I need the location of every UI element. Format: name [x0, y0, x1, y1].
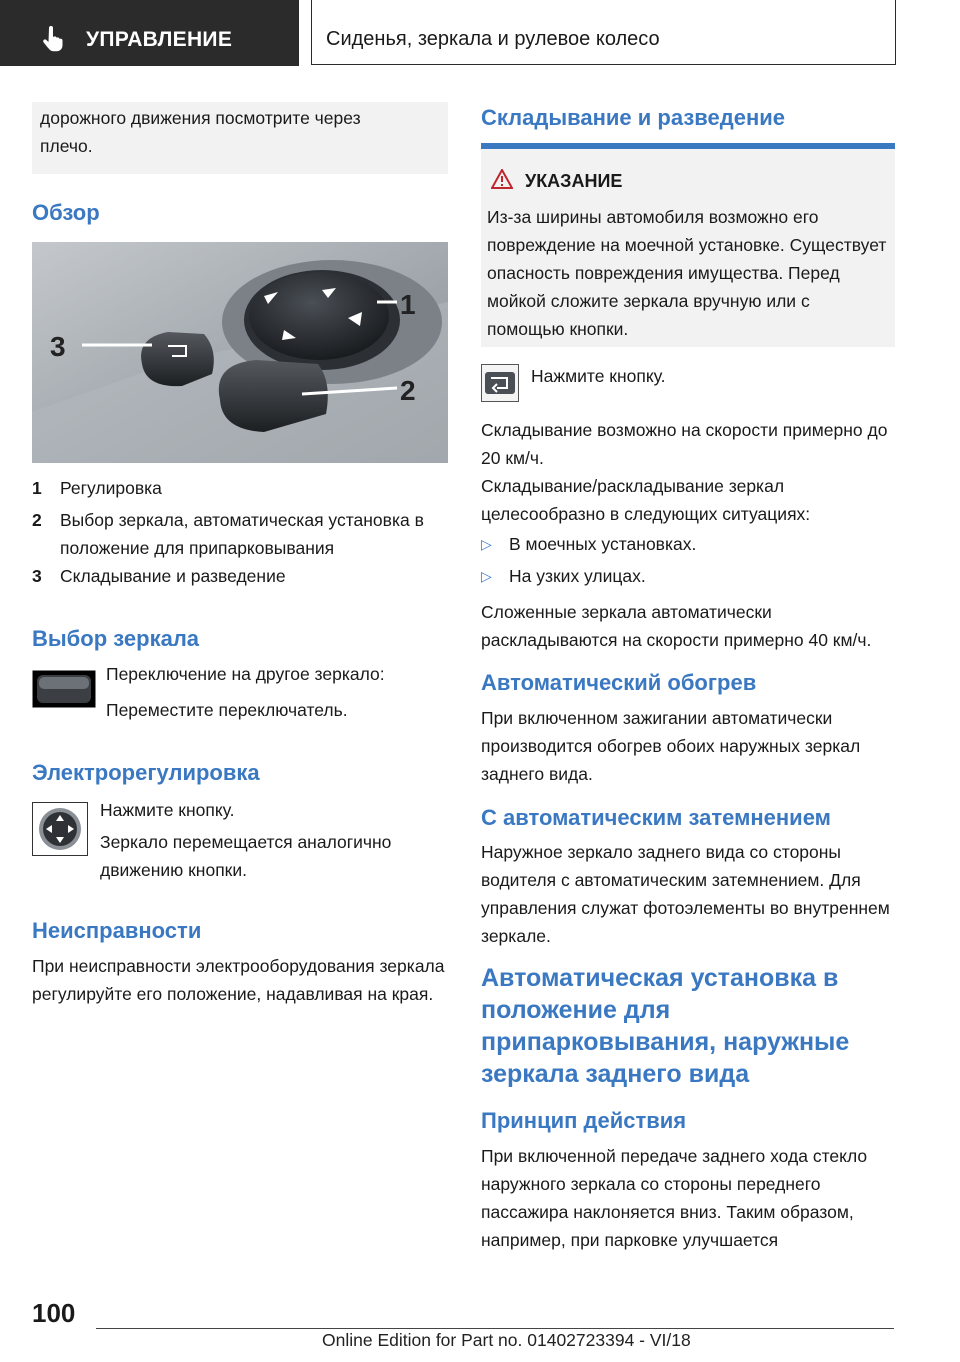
footer-divider — [96, 1328, 894, 1329]
heat-text: При включенном зажигании автоматически производится обогрев обоих наружных зеркал заднего вида. — [481, 708, 861, 784]
bullet-triangle-icon: ▷ — [481, 568, 492, 584]
dim-heading: С автоматическим затемнением — [481, 805, 831, 830]
electro-text-2: Зеркало перемещается аналогично движению кнопки. — [100, 832, 392, 880]
section-title: УПРАВЛЕНИЕ — [86, 28, 233, 51]
park-heading: Автоматическая установка в положение для припарковывания, наружные зеркала заднего вида — [481, 964, 850, 1088]
fold-heading: Складывание и разведение — [481, 105, 785, 130]
unfold-speed-text: Сложенные зеркала автоматически раскладываются на скорости примерно 40 км/ч. — [481, 602, 872, 650]
list-item: ▷ В моечных установках. — [481, 530, 895, 558]
dim-text: Наружное зеркало заднего вида со стороны водителя с автоматическим затемнением. Для управления служат фотоэлементы во внутреннем зеркале. — [481, 842, 890, 946]
mirror-select-text-2: Переместите переключатель. — [106, 700, 348, 720]
callout-1: 1 — [400, 289, 416, 320]
page-number: 100 — [32, 1298, 76, 1328]
mirror-joystick-icon — [32, 802, 88, 856]
warning-triangle-icon — [491, 169, 513, 189]
fault-text: При неисправности электрооборудования зеркала регулируйте его положение, надавливая на края. — [32, 956, 445, 1004]
fold-speed-text: Складывание возможно на скорости примерно до 20 км/ч. — [481, 420, 888, 468]
mirror-select-heading: Выбор зеркала — [32, 626, 200, 651]
bullet-triangle-icon: ▷ — [481, 536, 492, 552]
callout-2: 2 — [400, 375, 416, 406]
heat-heading: Автоматический обогрев — [481, 670, 757, 695]
press-button-text: Нажмите кнопку. — [531, 366, 666, 386]
edition-note: Online Edition for Part no. 01402723394 - VI/18 — [322, 1330, 691, 1350]
fold-button-icon — [481, 364, 519, 402]
continued-text: дорожного движения посмотрите через плечо. — [40, 108, 361, 156]
electro-heading: Электрорегулировка — [32, 760, 260, 785]
mirror-select-text-1: Переключение на другое зеркало: — [106, 664, 385, 684]
legend-item: 1 Регулировка — [32, 478, 162, 498]
continued-box — [32, 102, 448, 174]
notice-text: Из-за ширины автомобиля возможно его повреждение на моечной установке. Существует опасность повреждения имущества. Перед мойкой сложите зеркала вручную или с помощью кнопки. — [487, 207, 887, 339]
principle-heading: Принцип действия — [481, 1108, 687, 1133]
fold-situations-text: Складывание/раскладывание зеркал целесообразно в следующих ситуациях: — [481, 476, 811, 524]
legend-item: 2 Выбор зеркала, автоматическая установка в положение для припарковывания — [32, 510, 424, 558]
principle-text: При включенной передаче заднего хода стекло наружного зеркала со стороны переднего пассажира наклоняется вниз. Таким образом, например, при парковке улучшается — [481, 1146, 868, 1250]
hand-pointer-icon — [42, 26, 64, 52]
fault-heading: Неисправности — [32, 918, 202, 943]
list-item: ▷ На узких улицах. — [481, 562, 895, 590]
electro-text-1: Нажмите кнопку. — [100, 800, 235, 820]
mirror-controls-photo — [32, 242, 448, 463]
section-tab — [0, 0, 299, 66]
callout-3: 3 — [50, 331, 66, 362]
legend-item: 3 Складывание и разведение — [32, 566, 286, 586]
chapter-tab — [311, 0, 896, 65]
notice-box — [481, 149, 895, 347]
notice-title: УКАЗАНИЕ — [525, 171, 623, 191]
overview-heading: Обзор — [32, 200, 100, 225]
chapter-title: Сиденья, зеркала и рулевое колесо — [326, 28, 660, 50]
mirror-switch-icon — [32, 670, 96, 708]
